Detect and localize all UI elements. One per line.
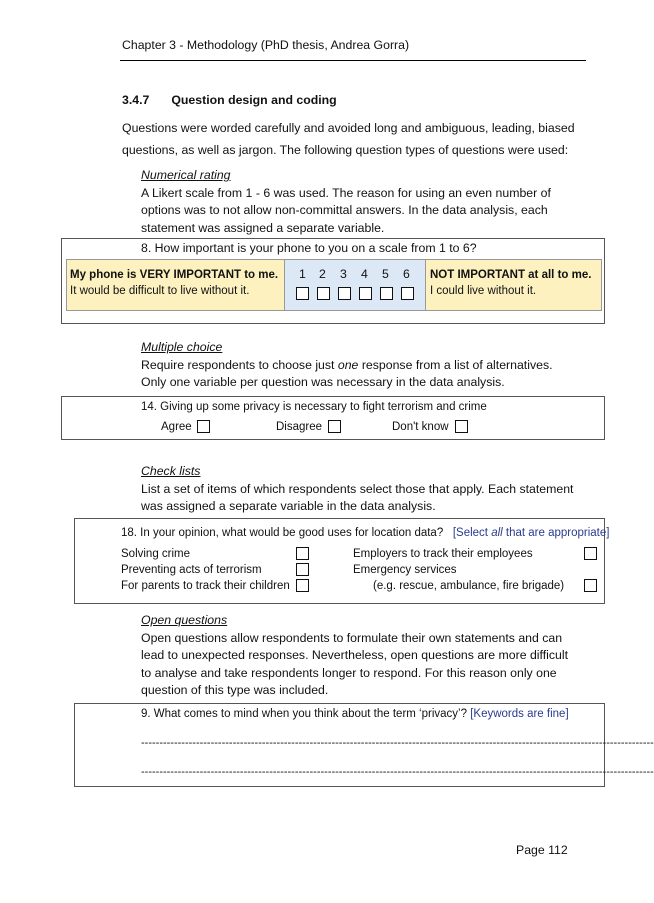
scale-checkbox-6[interactable] bbox=[401, 287, 414, 300]
checklist-left-item: Solving crime bbox=[121, 548, 191, 560]
intro-line: questions, as well as jargon. The following question types of questions were used: bbox=[122, 142, 569, 157]
checklist-checkbox-parents[interactable] bbox=[296, 579, 309, 592]
checklist-checkbox-solving-crime[interactable] bbox=[296, 547, 309, 560]
multiple-line-1-post: response from a list of alternatives. bbox=[358, 357, 553, 372]
multiple-line-1-pre: Require respondents to choose just bbox=[141, 357, 338, 372]
checklist-hint-pre: [Select bbox=[452, 527, 492, 539]
likert-right-bold: NOT IMPORTANT at all to me. bbox=[430, 269, 592, 281]
intro-paragraph bbox=[122, 120, 592, 159]
likert-right-anchor bbox=[425, 259, 602, 311]
section-title: Question design and coding bbox=[171, 93, 337, 107]
scale-label-3: 3 bbox=[340, 267, 347, 281]
open-line: Open questions allow respondents to formulate their own statements and can bbox=[141, 630, 563, 645]
multiple-line-1 bbox=[141, 357, 581, 375]
checklist-left-item: For parents to track their children bbox=[121, 580, 290, 592]
scale-checkbox-1[interactable] bbox=[296, 287, 309, 300]
open-line: question of this type was included. bbox=[141, 683, 329, 697]
header-rule bbox=[120, 60, 586, 61]
check-heading: Check lists bbox=[141, 464, 201, 478]
scale-label-4: 4 bbox=[361, 267, 368, 281]
check-lists-block bbox=[141, 463, 581, 516]
option-agree-label: Agree bbox=[161, 421, 192, 433]
scale-checkbox-4[interactable] bbox=[359, 287, 372, 300]
scale-checkbox-3[interactable] bbox=[338, 287, 351, 300]
check-line: was assigned a separate variable in the data analysis. bbox=[141, 499, 436, 513]
scale-checkbox-5[interactable] bbox=[380, 287, 393, 300]
checklist-question bbox=[121, 525, 609, 541]
checklist-left-item: Preventing acts of terrorism bbox=[121, 564, 262, 576]
checklist-question-text: 18. In your opinion, what would be good uses for location data? bbox=[121, 527, 444, 539]
open-question bbox=[141, 706, 569, 722]
option-agree-checkbox[interactable] bbox=[197, 420, 210, 433]
multiple-heading: Multiple choice bbox=[141, 340, 223, 354]
running-header: Chapter 3 - Methodology (PhD thesis, Andrea Gorra) bbox=[122, 38, 410, 52]
open-line: to analyse and take respondents longer to respond. For this reason only one bbox=[141, 665, 557, 680]
checklist-right-item: (e.g. rescue, ambulance, fire brigade) bbox=[373, 580, 565, 592]
check-line: List a set of items of which respondents select those that apply. Each statement bbox=[141, 481, 574, 496]
section-heading bbox=[122, 93, 337, 107]
page-number: Page 112 bbox=[516, 843, 568, 857]
option-disagree-checkbox[interactable] bbox=[328, 420, 341, 433]
open-line: lead to unexpected responses. Nevertheless, open questions are more difficult bbox=[141, 648, 569, 662]
numerical-line: options was to not allow non-committal answers. In the data analysis, each bbox=[141, 203, 548, 217]
numerical-line: A Likert scale from 1 - 6 was used. The reason for using an even number of bbox=[141, 185, 551, 200]
checklist-right-item: Employers to track their employees bbox=[353, 548, 533, 560]
checklist-hint-post: that are appropriate] bbox=[502, 527, 610, 539]
likert-left-bold: My phone is VERY IMPORTANT to me. bbox=[70, 269, 279, 281]
scale-label-2: 2 bbox=[319, 267, 326, 281]
option-dontknow-label: Don't know bbox=[392, 421, 449, 433]
open-questions-block bbox=[141, 612, 581, 700]
answer-line-1[interactable]: -------------------------------------------------------------------------------------------------------------------------------------------- bbox=[141, 737, 654, 749]
likert-left-anchor bbox=[66, 259, 285, 311]
scale-label-1: 1 bbox=[299, 267, 306, 281]
open-question-hint: [Keywords are fine] bbox=[470, 708, 569, 720]
intro-line: Questions were worded carefully and avoided long and ambiguous, leading, biased bbox=[122, 121, 575, 135]
multiple-line-1-em: one bbox=[337, 357, 359, 372]
checklist-hint-em: all bbox=[491, 527, 503, 539]
option-dontknow-checkbox[interactable] bbox=[455, 420, 468, 433]
numerical-heading: Numerical rating bbox=[141, 168, 231, 182]
scale-checkbox-2[interactable] bbox=[317, 287, 330, 300]
open-question-text: 9. What comes to mind when you think about the term ‘privacy’? bbox=[141, 708, 467, 720]
option-disagree-label: Disagree bbox=[276, 421, 323, 433]
checklist-checkbox-terrorism[interactable] bbox=[296, 563, 309, 576]
checklist-hint bbox=[453, 527, 610, 539]
numerical-rating-block bbox=[141, 167, 561, 237]
checklist-right-item: Emergency services bbox=[353, 564, 457, 576]
checklist-checkbox-emergency[interactable] bbox=[584, 579, 597, 592]
multiple-choice-block bbox=[141, 339, 581, 392]
multiple-line-2: Only one variable per question was necessary in the data analysis. bbox=[141, 375, 505, 389]
open-heading: Open questions bbox=[141, 613, 228, 627]
likert-scale bbox=[284, 259, 426, 311]
answer-line-2[interactable]: -------------------------------------------------------------------------------------------------------------------------------------------- bbox=[141, 766, 654, 778]
section-number: 3.4.7 bbox=[122, 93, 150, 107]
scale-label-5: 5 bbox=[382, 267, 389, 281]
multiple-question: 14. Giving up some privacy is necessary to fight terrorism and crime bbox=[141, 401, 487, 413]
likert-question: 8. How important is your phone to you on a scale from 1 to 6? bbox=[141, 241, 477, 255]
checklist-checkbox-employers[interactable] bbox=[584, 547, 597, 560]
scale-label-6: 6 bbox=[403, 267, 410, 281]
likert-right-sub: I could live without it. bbox=[430, 285, 537, 297]
numerical-line: statement was assigned a separate variable. bbox=[141, 220, 385, 235]
likert-left-sub: It would be difficult to live without it. bbox=[70, 285, 250, 297]
